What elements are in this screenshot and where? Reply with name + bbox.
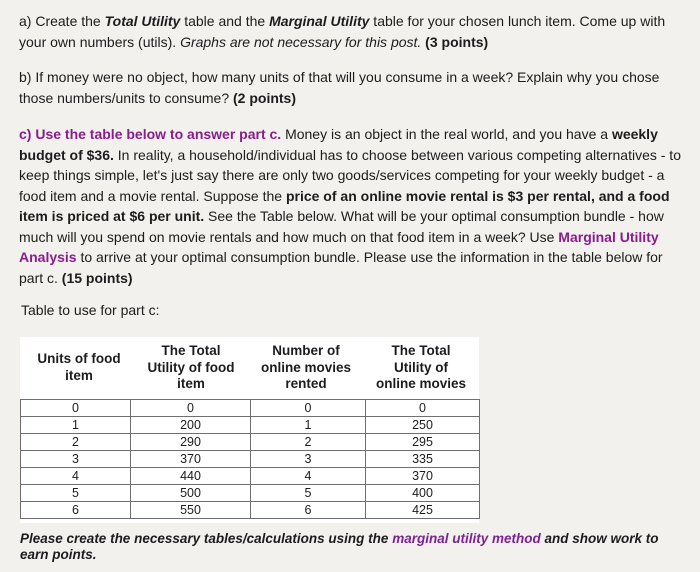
header-total-utility-food [138,343,244,393]
part-a-marginal-utility: Marginal Utility [269,13,370,29]
part-a-intro: a) Create the [19,13,105,29]
part-c-s6: See the Table below. What will be your optimal consumption bundle - how much will you spend on movie rentals and how much on that food item in a week? Use [19,208,664,245]
table-cell: 500 [131,485,251,502]
header-units-food [20,351,138,384]
table-cell: 290 [131,434,251,451]
table-cell: 0 [366,400,480,417]
table-cell: 370 [131,451,251,468]
part-a-points: (3 points) [421,33,489,50]
part-c-s2: Money is an object in the real world, and you have a [281,126,612,142]
footer-instruction [20,531,690,562]
table-cell: 4 [21,468,131,485]
header-units-food-line2: item [65,367,93,383]
header-tum-line1: The Total [391,343,451,358]
table-cell: 0 [251,400,366,417]
footer-part3: and show work to earn points. [20,531,659,562]
header-tuf-line2: Utility of food [147,359,235,375]
table-cell: 0 [131,400,251,417]
part-c-points: (15 points) [61,269,133,286]
part-c-budget: weekly budget of $36. [19,126,658,163]
header-tum-line2: Utility of [394,359,448,375]
table-cell: 295 [366,434,480,451]
footer-method: marginal utility method [392,531,541,546]
table-cell: 3 [21,451,131,468]
table-cell: 400 [366,485,480,502]
table-cell: 550 [131,502,251,519]
part-c-text [19,124,684,288]
table-row [21,485,480,502]
header-mr-line3: rented [285,376,327,391]
table-cell: 3 [251,451,366,468]
table-cell: 4 [251,468,366,485]
table-cell: 425 [366,502,480,519]
table-row [21,468,480,485]
table-cell: 250 [366,417,480,434]
table-cell: 370 [366,468,480,485]
header-mr-line1: Number of [272,343,340,358]
part-b-text [19,67,684,108]
table-cell: 2 [251,434,366,451]
table-cell: 6 [21,502,131,519]
table-cell: 0 [21,400,131,417]
header-tuf-line3: item [177,376,205,391]
table-row [21,400,480,417]
part-a-text [19,11,684,52]
part-c-instruction: c) Use the table below to answer part c. [19,126,282,142]
footer-part1: Please create the necessary tables/calculations using the [20,531,393,546]
part-a-mid: table and the [180,13,270,29]
table-cell: 440 [131,468,251,485]
header-tum-line3: online movies [375,376,467,391]
table-cell: 5 [21,485,131,502]
table-row [21,451,480,468]
header-movies-rented [250,343,362,393]
part-c-s8: to arrive at your optimal consumption bundle. Please use the information in the table below for part c. [19,249,663,286]
table-cell: 200 [131,417,251,434]
table-row [21,417,480,434]
table-cell: 1 [21,417,131,434]
part-b-question: b) If money were no object, how many units of that will you consume in a week? Explain why you chose those numbers/units to consume? [19,69,660,106]
header-total-utility-movies [365,343,477,393]
utility-table [20,399,480,519]
table-row [21,434,480,451]
header-mr-line2: online movies [260,359,352,375]
table-cell: 5 [251,485,366,502]
part-a-graphs-note: Graphs are not necessary for this post. [180,33,422,50]
header-tuf-line1: The Total [161,343,221,358]
part-a-rest: table for your chosen lunch item. Come up with your own numbers (utils). [19,13,666,50]
part-b-points: (2 points) [233,89,297,106]
table-row [21,502,480,519]
part-a-total-utility: Total Utility [104,13,181,29]
table-cell: 2 [21,434,131,451]
part-c-mu-analysis: Marginal Utility Analysis [19,228,659,265]
table-label: Table to use for part c: [21,302,160,318]
table-cell: 335 [366,451,480,468]
part-c-s4: In reality, a household/individual has to choose between various competing alternatives - to keep things simple, let's just say there are only two goods/services competing for your weekly budget - a food item and a movie rental. Suppose the [19,146,681,204]
table-cell: 6 [251,502,366,519]
table-cell: 1 [251,417,366,434]
part-c-prices: price of an online movie rental is $3 per rental, and a food item is priced at $6 per unit. [19,187,670,224]
header-units-food-line1: Units of food [37,351,121,366]
